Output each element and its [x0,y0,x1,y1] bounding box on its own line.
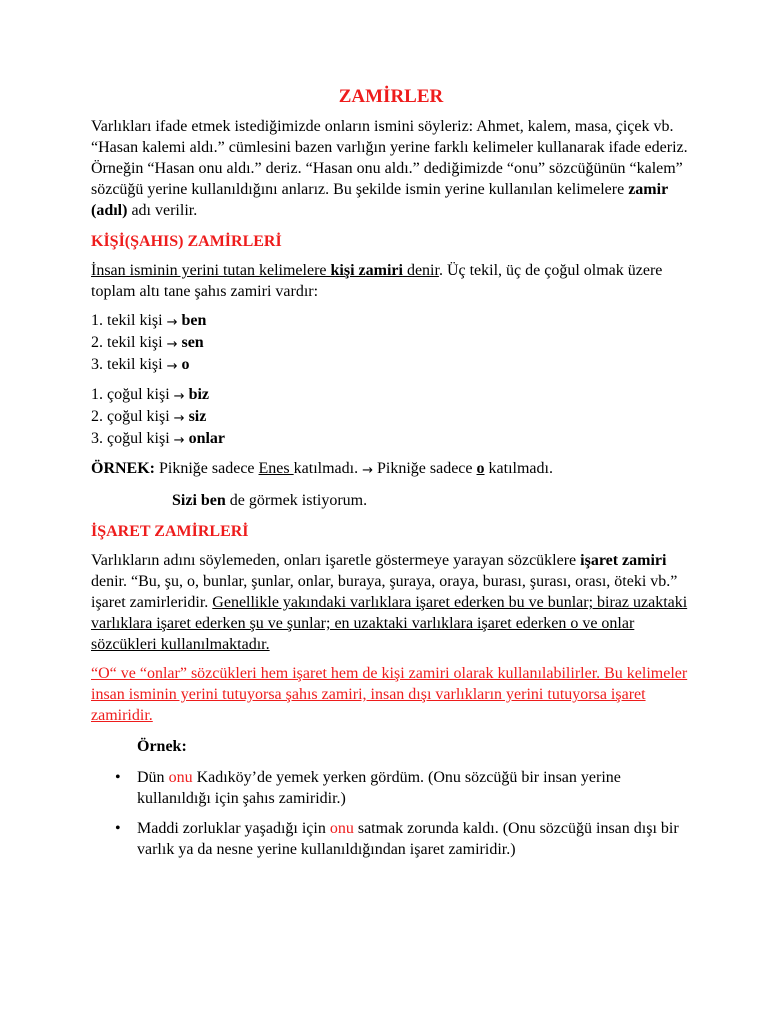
kisi-example-second: Sizi ben de görmek istiyorum. [172,492,368,509]
bullet-icon: • [115,769,121,786]
list-item: 3. çoğul kişi → onlar [91,430,226,448]
list-item: 2. çoğul kişi → siz [91,408,207,426]
isaret-definition: Varlıkların adını söylemeden, onları işaretle göstermeye yarayan sözcüklere işaret zamiri denir. “Bu, şu, o, bunlar, şunlar, onlar, buraya, şuraya, oraya, burası, şurası, orası, öteki vb.” işaret zamirleridir. Genellikle yakındaki varlıklara işaret ederken bu ve bunlar; biraz uzaktaki varlıklara işaret ederken şu ve şunlar; en uzaktaki varlıklara işaret ederken o ve onlar sözcükleri kullanılmaktadır. [91,552,688,653]
arrow-right-icon: → [166,337,178,352]
list-item: 1. çoğul kişi → biz [91,386,210,404]
list-item: • Maddi zorluklar yaşadığı için onu satmak zorunda kaldı. (Onu sözcüğü insan dışı bir varlık ya da nesne yerine kullanıldığından işaret zamiridir.) [115,820,679,858]
isaret-note: “O“ ve “onlar” sözcükleri hem işaret hem de kişi zamiri olarak kullanılabilirler. Bu kelimeler insan isminin yerini tutuyorsa şahıs zamiri, insan dışı varlıkların yerini tutuyorsa işaret zamiridir. [91,665,688,724]
list-item: 1. tekil kişi → ben [91,312,207,330]
kisi-definition: İnsan isminin yerini tutan kelimelere kişi zamiri denir. Üç tekil, üç de çoğul olmak üzere toplam altı tane şahıs zamiri vardır: [91,262,663,300]
list-item: 2. tekil kişi → sen [91,334,204,352]
bullet-icon: • [115,820,121,837]
document-body [91,86,691,869]
arrow-right-icon: → [173,411,185,426]
arrow-right-icon: → [173,433,185,448]
kisi-example-line: ÖRNEK: Pikniğe sadece Enes katılmadı. → Pikniğe sadece o katılmadı. [91,460,553,478]
arrow-right-icon: → [173,389,185,404]
arrow-right-icon: → [362,463,373,478]
intro-paragraph-1: Varlıkları ifade etmek istediğimizde onların ismini söyleriz: Ahmet, kalem, masa, çiçek vb. [91,118,674,135]
singular-pronoun-list [91,310,691,376]
isaret-example-label: Örnek: [137,738,187,755]
arrow-right-icon: → [166,315,178,330]
arrow-right-icon: → [166,359,178,374]
list-item: 3. tekil kişi → o [91,356,190,374]
page-title: ZAMİRLER [338,86,444,107]
list-item: • Dün onu Kadıköy’de yemek yerken gördüm. (Onu sözcüğü bir insan yerine kullanıldığı için şahıs zamiridir.) [115,769,621,807]
intro-paragraph-2: “Hasan kalemi aldı.” cümlesini bazen varlığın yerine farklı kelimeler kullanarak ifade ederiz. Örneğin “Hasan onu aldı.” deriz. “Hasan onu aldı.” dediğimizde “onu” sözcüğünün “kalem” sözcüğü yerine kullanıldığını anlarız. Bu şekilde ismin yerine kullanılan kelimelere zamir (adıl) adı verilir. [91,139,688,219]
section-heading-isaret: İŞARET ZAMİRLERİ [91,523,249,540]
zamir-term: zamir (adıl) [91,181,668,219]
isaret-example-list [91,767,691,860]
section-heading-kisi: KİŞİ(ŞAHIS) ZAMİRLERİ [91,233,282,250]
example-label: ÖRNEK: [91,460,155,477]
plural-pronoun-list [91,384,691,450]
